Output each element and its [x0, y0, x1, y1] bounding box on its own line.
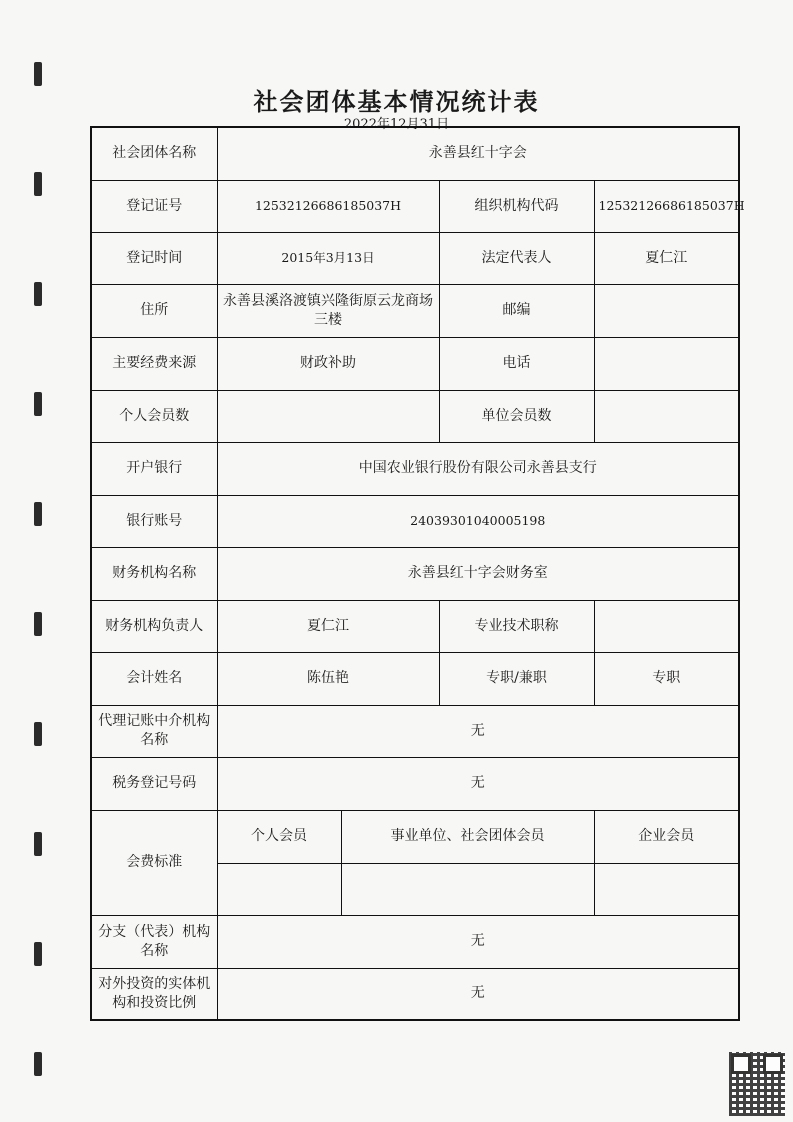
address-label: 住所 [91, 284, 217, 337]
accountant-label: 会计姓名 [91, 652, 217, 705]
binder-hole-mark [34, 612, 42, 636]
table-row [91, 915, 739, 968]
qr-code-icon [729, 1052, 785, 1116]
finance-head-value: 夏仁江 [217, 600, 439, 652]
org-code-label: 组织机构代码 [439, 180, 594, 232]
binder-hole-mark [34, 392, 42, 416]
finance-dept-value: 永善县红十字会财务室 [217, 547, 739, 600]
accountant-value: 陈伍艳 [217, 652, 439, 705]
table-row [91, 652, 739, 705]
fees-value-enterprise [594, 863, 739, 915]
org-name-value: 永善县红十字会 [217, 127, 739, 180]
funding-label: 主要经费来源 [91, 337, 217, 390]
postcode-label: 邮编 [439, 284, 594, 337]
table-row [91, 232, 739, 284]
statistics-table [90, 126, 745, 1021]
fees-label: 会费标准 [91, 810, 217, 915]
fulltime-value: 专职 [594, 652, 739, 705]
agency-label: 代理记账中介机构名称 [91, 705, 217, 757]
report-date: 2022年12月31日 [343, 117, 450, 132]
address-value: 永善县溪洛渡镇兴隆街原云龙商场三楼 [217, 284, 439, 337]
unit-members-label: 单位会员数 [439, 390, 594, 442]
funding-value: 财政补助 [217, 337, 439, 390]
table-row [91, 284, 739, 337]
investments-label: 对外投资的实体机构和投资比例 [91, 968, 217, 1020]
binder-hole-mark [34, 942, 42, 966]
tax-no-label: 税务登记号码 [91, 757, 217, 810]
fees-header-enterprise: 企业会员 [594, 810, 739, 863]
tech-title-value [594, 600, 739, 652]
postcode-value [594, 284, 739, 337]
phone-label: 电话 [439, 337, 594, 390]
phone-value [594, 337, 739, 390]
table-row [91, 968, 739, 1020]
fulltime-label: 专职/兼职 [439, 652, 594, 705]
table-row [91, 390, 739, 442]
binder-hole-mark [34, 722, 42, 746]
reg-time-value: 2015年3月13日 [217, 232, 439, 284]
table-row [91, 600, 739, 652]
finance-head-label: 财务机构负责人 [91, 600, 217, 652]
table-row [91, 495, 739, 547]
branches-label: 分支（代表）机构名称 [91, 915, 217, 968]
table-row [91, 127, 739, 180]
bank-label: 开户银行 [91, 442, 217, 495]
table-row [91, 705, 739, 757]
tech-title-label: 专业技术职称 [439, 600, 594, 652]
table-row [91, 547, 739, 600]
account-value: 24039301040005198 [217, 495, 739, 547]
fees-header-individual: 个人会员 [217, 810, 341, 863]
table-row [91, 757, 739, 810]
agency-value: 无 [217, 705, 739, 757]
reg-no-label: 登记证号 [91, 180, 217, 232]
binder-hole-mark [34, 832, 42, 856]
branches-value: 无 [217, 915, 739, 968]
table-row [91, 180, 739, 232]
legal-rep-label: 法定代表人 [439, 232, 594, 284]
org-name-label: 社会团体名称 [91, 127, 217, 180]
binder-hole-mark [34, 282, 42, 306]
unit-members-value [594, 390, 739, 442]
bank-value: 中国农业银行股份有限公司永善县支行 [217, 442, 739, 495]
table-row [91, 442, 739, 495]
table-row [91, 337, 739, 390]
reg-time-label: 登记时间 [91, 232, 217, 284]
legal-rep-value: 夏仁江 [594, 232, 739, 284]
fees-value-institution [341, 863, 594, 915]
fees-value-individual [217, 863, 341, 915]
fees-header-institution: 事业单位、社会团体会员 [341, 810, 594, 863]
binder-hole-mark [34, 502, 42, 526]
table-row [91, 810, 739, 863]
binder-hole-mark [34, 1052, 42, 1076]
binder-hole-mark [34, 172, 42, 196]
individual-members-value [217, 390, 439, 442]
investments-value: 无 [217, 968, 739, 1020]
org-code-value: 12532126686185037H [594, 180, 739, 232]
page-title: 社会团体基本情况统计表 [253, 88, 540, 116]
individual-members-label: 个人会员数 [91, 390, 217, 442]
finance-dept-label: 财务机构名称 [91, 547, 217, 600]
reg-no-value: 12532126686185037H [217, 180, 439, 232]
tax-no-value: 无 [217, 757, 739, 810]
account-label: 银行账号 [91, 495, 217, 547]
